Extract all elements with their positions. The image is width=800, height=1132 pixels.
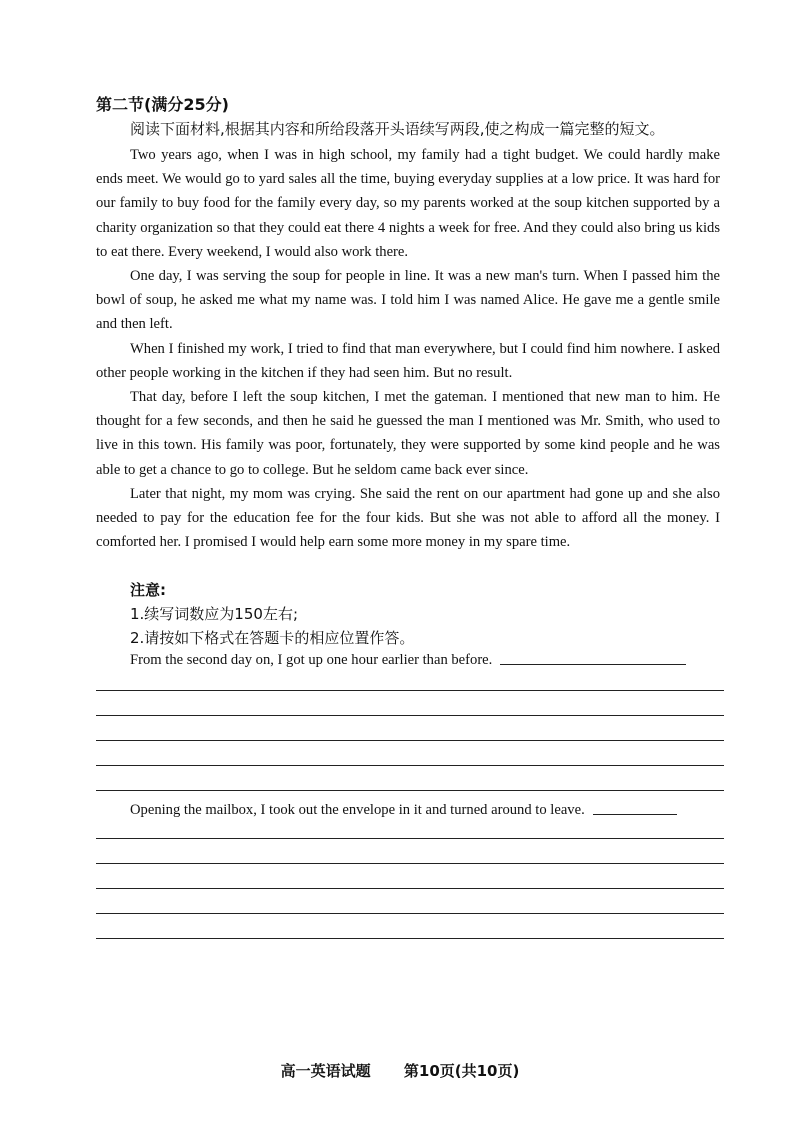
footer-subject: 高一英语试题 — [280, 1062, 371, 1080]
section-instruction: 阅读下面材料,根据其内容和所给段落开头语续写两段,使之构成一篇完整的短文。 — [130, 120, 665, 138]
passage-paragraph: Later that night, my mom was crying. She said the rent on our apartment had gone up and she also needed to pay for the education fee for the four kids. But she was not able to afford all the money. I comforted her. I promised I would help earn some more money in my spare time. — [96, 485, 720, 551]
answer-line[interactable] — [96, 765, 724, 766]
note-item: 2.请按如下格式在答题卡的相应位置作答。 — [130, 629, 415, 647]
answer-line[interactable] — [96, 740, 724, 741]
answer-line[interactable] — [96, 715, 724, 716]
passage-paragraph: One day, I was serving the soup for people in line. It was a new man's turn. When I passed him the bowl of soup, he asked me what my name was. I told him I was named Alice. He gave me a gentle smile and then left. — [96, 268, 720, 333]
footer-page-number: 第10页(共10页) — [403, 1062, 520, 1080]
passage-paragraph: When I finished my work, I tried to find that man everywhere, but I could find him nowhere. I asked other people working in the kitchen if they had seen him. But no result. — [96, 340, 720, 381]
answer-line[interactable] — [96, 888, 724, 889]
section-title: 第二节(满分25分) — [96, 95, 229, 114]
answer-line[interactable] — [96, 913, 724, 914]
note-item: 1.续写词数应为150左右; — [130, 605, 298, 623]
answer-line[interactable] — [96, 863, 724, 864]
continuation-prompt-2 — [130, 802, 677, 819]
passage-paragraph: Two years ago, when I was in high school, my family had a tight budget. We could hardly make ends meet. We would go to yard sales all the time, buying everyday supplies at a low price. It was hard for our family to buy food for the family every day, so my parents worked at the soup kitchen supported by a charity organization so that they could eat there 4 nights a week for free. And they could also bring us kids to eat there. Every weekend, I would also work there. — [96, 147, 720, 260]
answer-blank[interactable] — [500, 663, 686, 665]
answer-line[interactable] — [96, 838, 724, 839]
answer-line[interactable] — [96, 938, 724, 939]
notes-block — [130, 578, 414, 650]
reading-passage — [96, 143, 720, 554]
prompt-text: From the second day on, I got up one hour earlier than before. — [130, 652, 493, 668]
page-footer — [0, 1060, 800, 1081]
answer-line[interactable] — [96, 790, 724, 791]
answer-line[interactable] — [96, 690, 724, 691]
answer-blank[interactable] — [593, 813, 677, 815]
prompt-text: Opening the mailbox, I took out the envelope in it and turned around to leave. — [130, 802, 585, 818]
passage-paragraph: That day, before I left the soup kitchen, I met the gateman. I mentioned that new man to him. He thought for a few seconds, and then he said he guessed the man I mentioned was Mr. Smith, who used to live in this town. His family was poor, fortunately, they were supported by some kind people and he was able to get a chance to go to college. But he seldom came back ever since. — [96, 389, 720, 478]
notes-title: 注意: — [130, 581, 166, 599]
continuation-prompt-1 — [130, 652, 686, 669]
